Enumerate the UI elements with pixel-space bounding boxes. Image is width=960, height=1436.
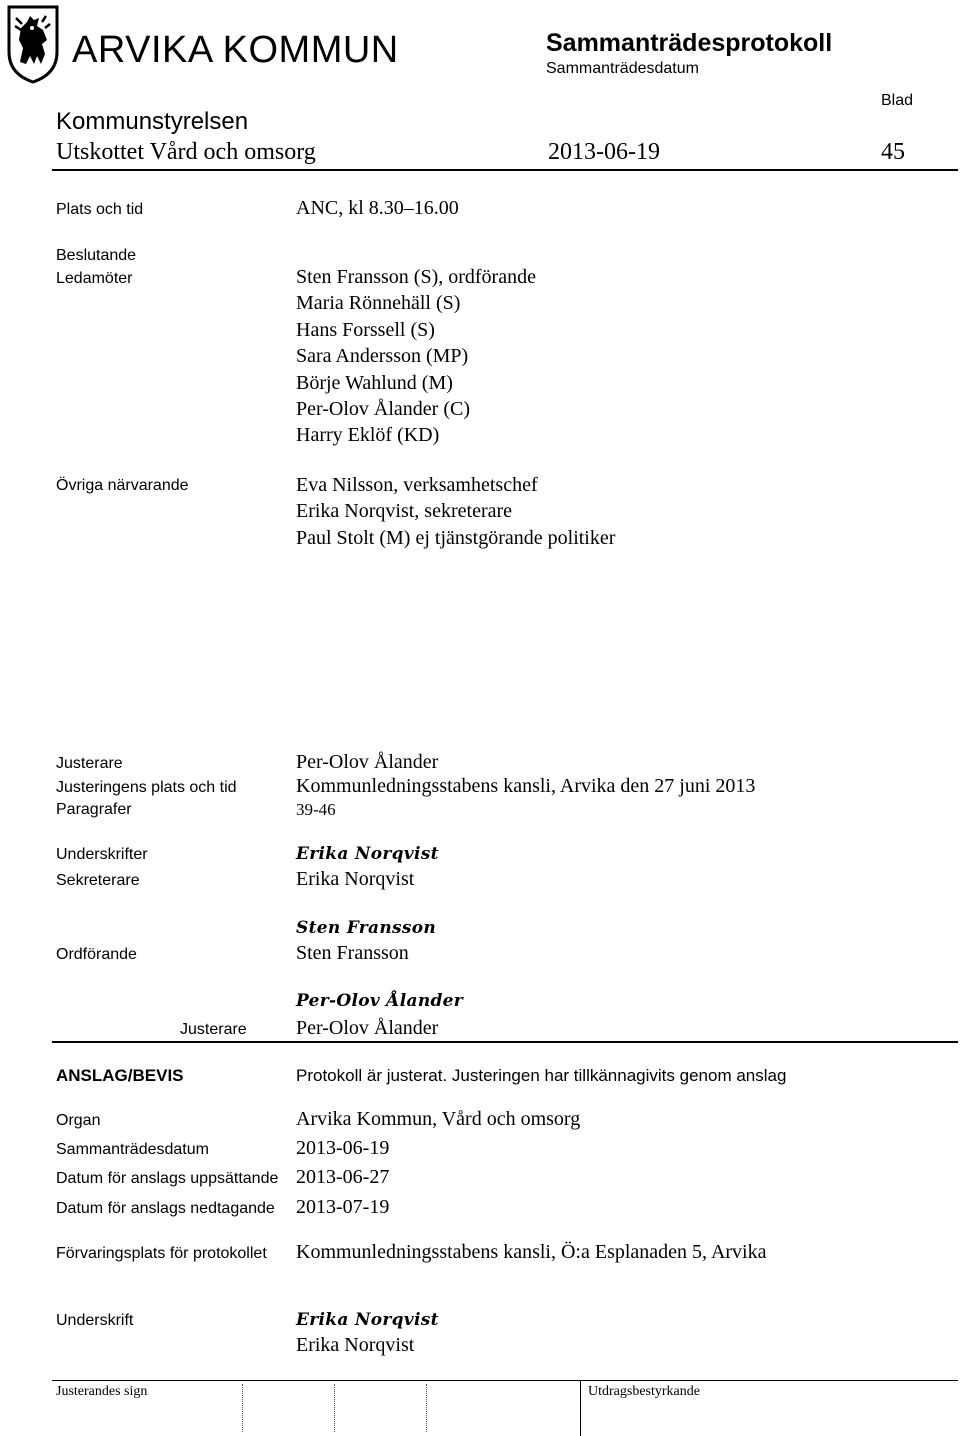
blad-label: Blad	[881, 92, 914, 109]
notice-meeting-date-value: 2013-06-19	[296, 1137, 390, 1159]
extract-certified-label: Utdragsbestyrkande	[588, 1384, 700, 1399]
others-list	[296, 472, 615, 551]
member-item: Börje Wahlund (M)	[296, 371, 453, 394]
notice-meeting-date-label: Sammanträdesdatum	[56, 1141, 209, 1158]
adjusters-sign-label: Justerandes sign	[56, 1384, 148, 1399]
place-time-label: Plats och tid	[56, 201, 144, 218]
footer-rule	[52, 1380, 958, 1381]
member-item: Maria Rönnehäll (S)	[296, 292, 461, 315]
member-item: Sara Andersson (MP)	[296, 345, 469, 368]
sign-box-divider	[426, 1384, 427, 1432]
removed-date-label: Datum för anslags nedtagande	[56, 1200, 275, 1217]
extract-box-divider	[580, 1381, 581, 1436]
notice-heading: ANSLAG/BEVIS	[56, 1066, 184, 1085]
others-present-label: Övriga närvarande	[56, 477, 189, 494]
other-present-item: Eva Nilsson, verksamhetschef	[296, 474, 538, 496]
other-present-item: Paul Stolt (M) ej tjänstgörande politiker	[296, 526, 616, 549]
page-number: 45	[881, 139, 905, 165]
notice-organ-value: Arvika Kommun, Vård och omsorg	[296, 1108, 581, 1130]
adjustment-place-time-label: Justeringens plats och tid	[56, 779, 237, 796]
notice-signature-label: Underskrift	[56, 1312, 134, 1329]
other-present-item: Erika Norqvist, sekreterare	[296, 500, 513, 523]
sign-box-divider	[242, 1384, 243, 1432]
posted-date-label: Datum för anslags uppsättande	[56, 1170, 279, 1187]
members-label: Ledamöter	[56, 270, 133, 287]
secretary-name: Erika Norqvist	[296, 868, 415, 890]
document-title: Sammanträdesprotokoll	[546, 29, 833, 57]
member-item: Sten Fransson (S), ordförande	[296, 266, 536, 288]
signatures-label: Underskrifter	[56, 846, 148, 863]
secretary-label: Sekreterare	[56, 872, 140, 889]
members-list	[296, 264, 536, 449]
member-item: Harry Eklöf (KD)	[296, 424, 440, 447]
municipal-crest-logo	[6, 4, 60, 84]
decision-makers-label: Beslutande	[56, 247, 137, 264]
place-time-value: ANC, kl 8.30–16.00	[296, 197, 459, 219]
adjustment-place-time-value: Kommunledningsstabens kansli, Arvika den 27 juni 2013	[296, 775, 756, 797]
adjuster-label: Justerare	[56, 755, 123, 772]
meeting-date: 2013-06-19	[548, 139, 660, 165]
header-date-label: Sammanträdesdatum	[546, 60, 699, 77]
notice-statement: Protokoll är justerat. Justeringen har tillkännagivits genom anslag	[296, 1066, 787, 1085]
paragraphs-label: Paragrafer	[56, 801, 132, 818]
organ-name: Kommunstyrelsen	[56, 108, 249, 135]
municipality-name: ARVIKA KOMMUN	[72, 29, 399, 71]
notice-signature: Erika Norqvist	[296, 1310, 439, 1330]
storage-value: Kommunledningsstabens kansli, Ö:a Esplanaden 5, Arvika	[296, 1241, 767, 1263]
chair-label: Ordförande	[56, 946, 137, 963]
posted-date-value: 2013-06-27	[296, 1166, 390, 1188]
signature-adjuster-name: Per-Olov Ålander	[296, 1017, 439, 1039]
signature-adjuster-label: Justerare	[180, 1021, 247, 1038]
chair-signature: Sten Fransson	[296, 918, 437, 938]
notice-signature-name: Erika Norqvist	[296, 1334, 415, 1356]
chair-name: Sten Fransson	[296, 942, 409, 964]
notice-organ-label: Organ	[56, 1112, 101, 1129]
adjuster-signature: Per-Olov Ålander	[296, 991, 464, 1011]
header-rule	[52, 169, 958, 171]
notice-rule	[52, 1041, 958, 1043]
paragraphs-value: 39-46	[296, 800, 336, 819]
member-item: Per-Olov Ålander (C)	[296, 397, 470, 420]
sign-box-divider	[334, 1384, 335, 1432]
secretary-signature: Erika Norqvist	[296, 844, 439, 864]
committee-name: Utskottet Vård och omsorg	[56, 139, 316, 165]
removed-date-value: 2013-07-19	[296, 1196, 390, 1218]
adjuster-value: Per-Olov Ålander	[296, 751, 439, 773]
storage-label: Förvaringsplats för protokollet	[56, 1245, 267, 1262]
member-item: Hans Forssell (S)	[296, 318, 435, 341]
